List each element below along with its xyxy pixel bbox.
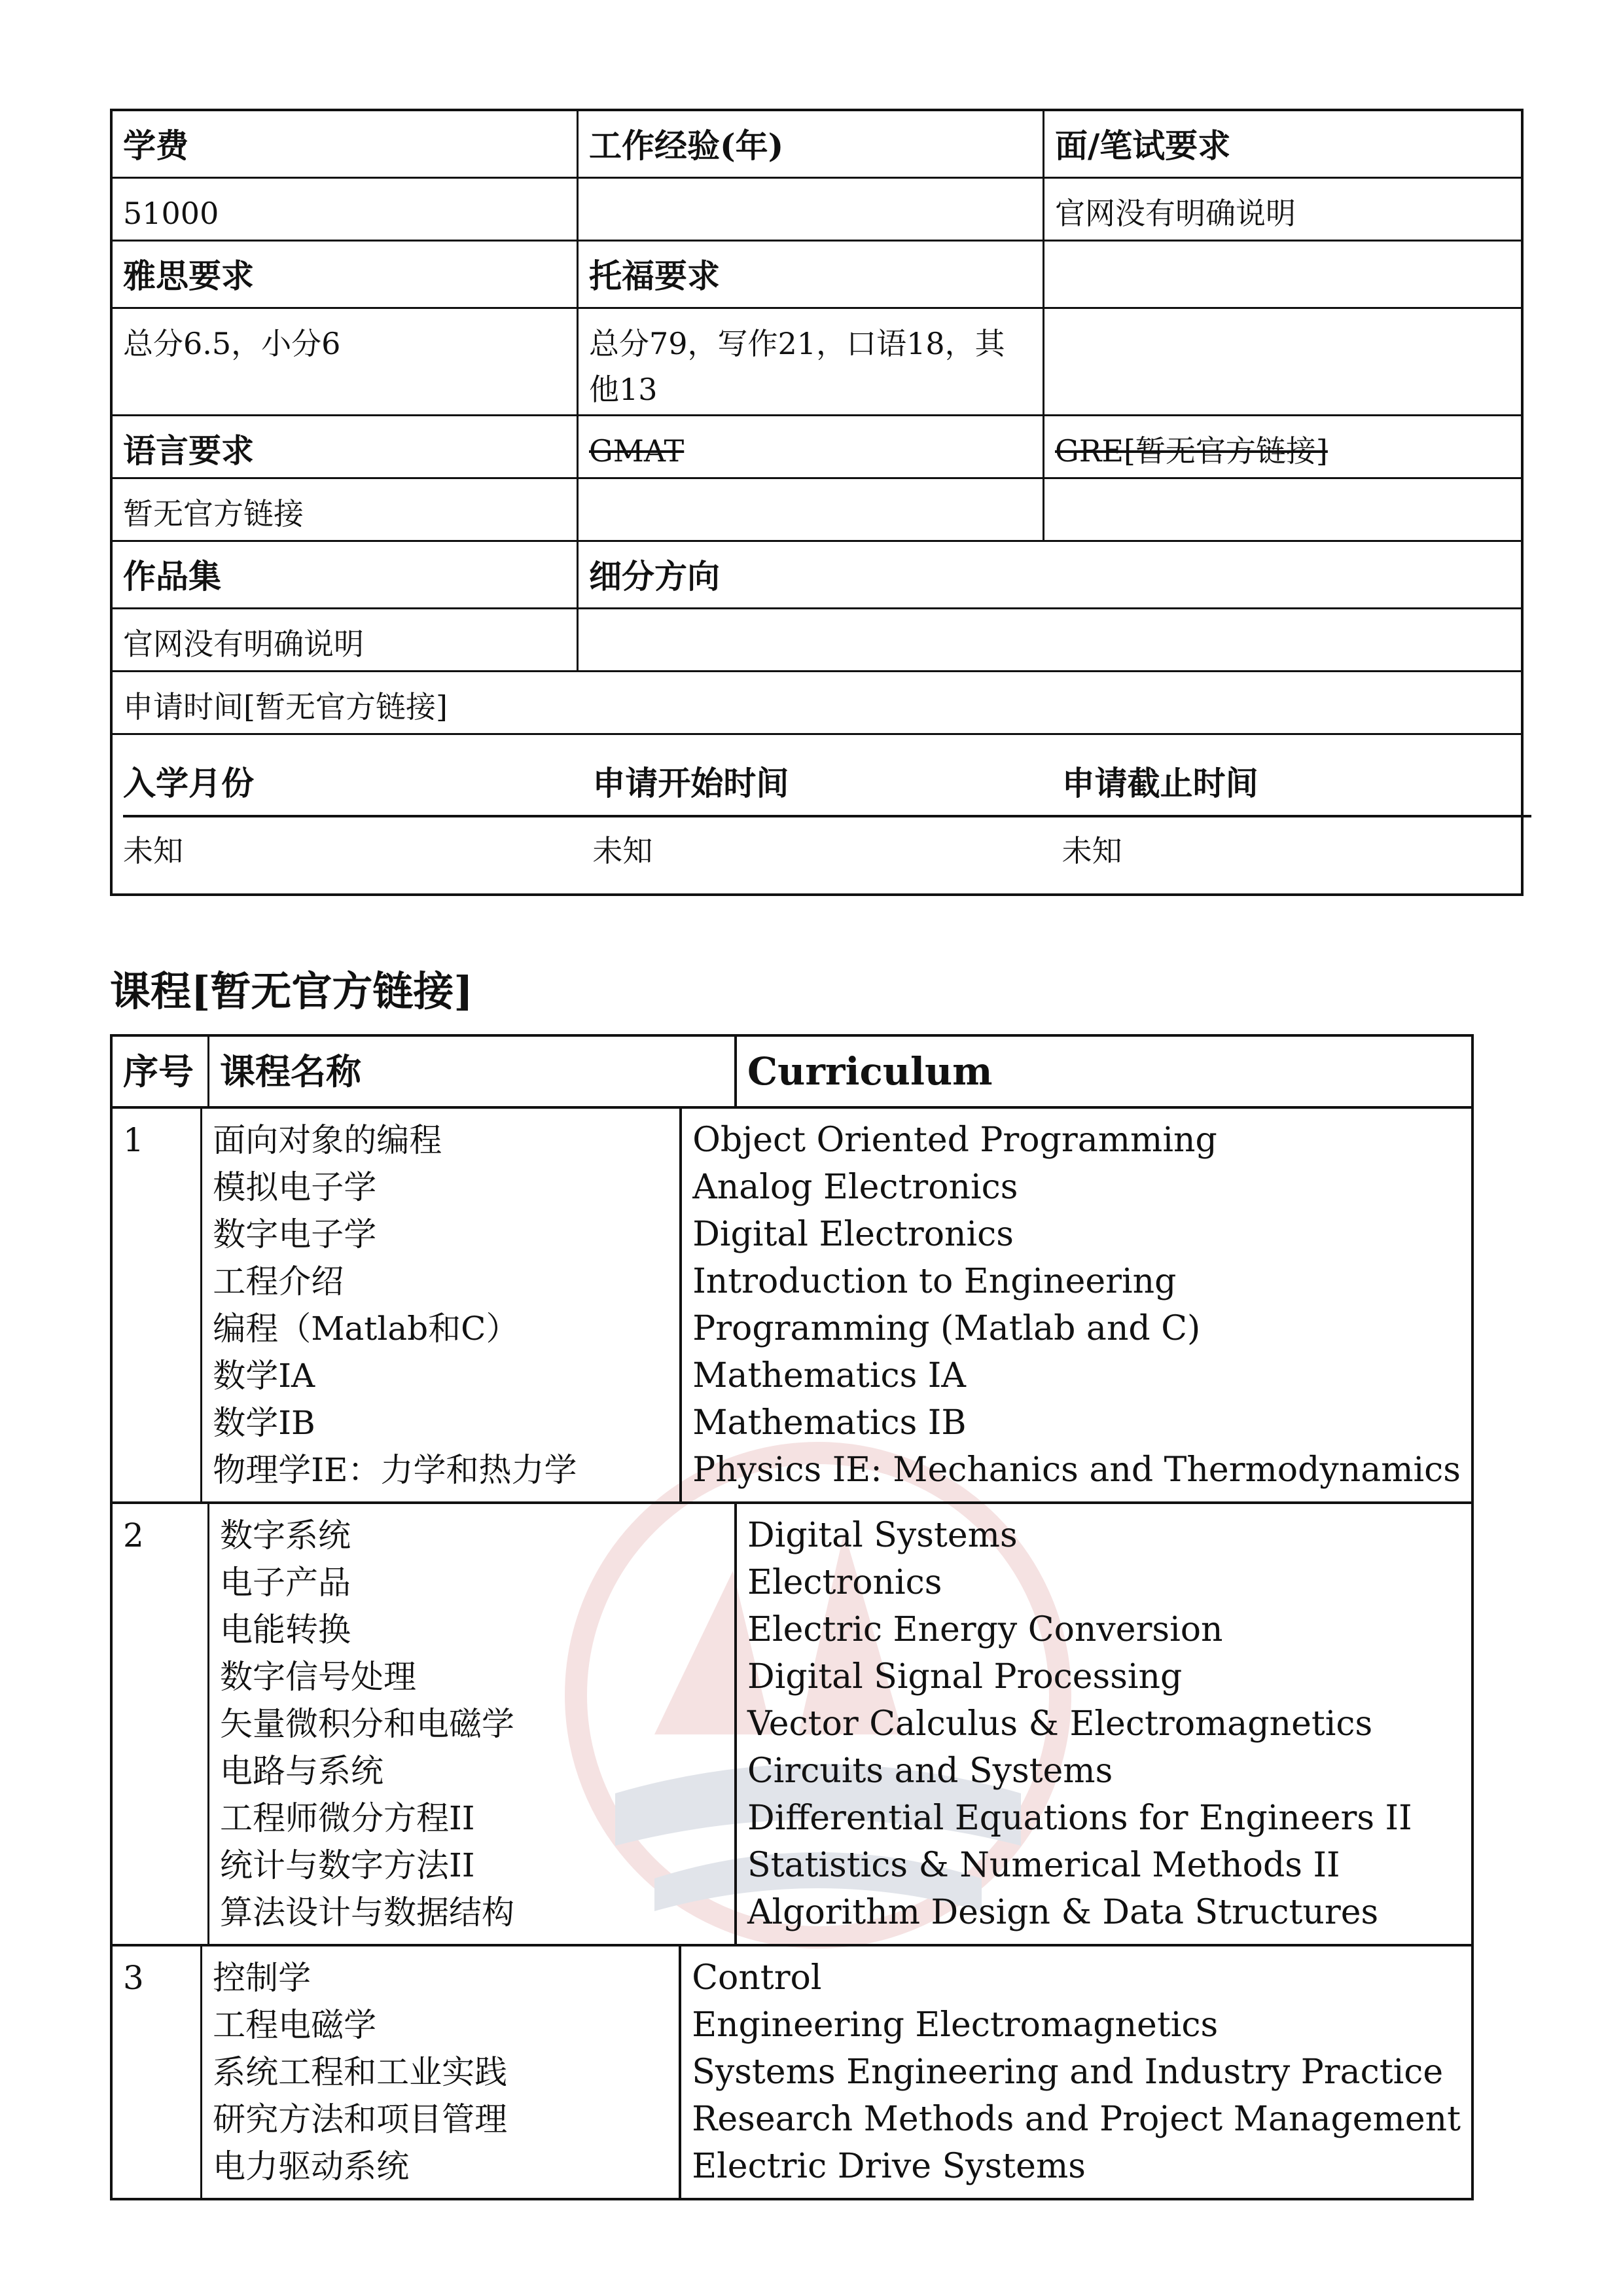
language-requirement-label: 语言要求	[113, 416, 579, 477]
course-cn: 统计与数字方法II	[220, 1846, 475, 1884]
course-names-cn	[202, 1109, 682, 1501]
course-en: Object Oriented Programming	[692, 1121, 1217, 1160]
course-group-row	[113, 1946, 1471, 2198]
course-en: Differential Equations for Engineers II	[747, 1799, 1412, 1838]
portfolio-label: 作品集	[113, 542, 579, 607]
application-start-value: 未知	[592, 833, 653, 869]
course-cn: 模拟电子学	[213, 1168, 377, 1206]
ielts-label: 雅思要求	[113, 242, 579, 307]
course-cn: 面向对象的编程	[213, 1121, 442, 1159]
course-en: Mathematics IB	[692, 1403, 967, 1443]
course-names-en	[737, 1504, 1471, 1944]
course-en: Algorithm Design & Data Structures	[747, 1893, 1379, 1932]
empty-cell	[1044, 242, 1521, 307]
course-cn: 工程介绍	[213, 1263, 344, 1300]
course-section-title: 课程[暂无官方链接]	[110, 967, 473, 1015]
course-en: Physics IE: Mechanics and Thermodynamics	[692, 1450, 1461, 1490]
course-en: Programming (Matlab and C)	[692, 1309, 1201, 1348]
work-experience-value	[579, 179, 1044, 240]
application-time-label: 申请时间[暂无官方链接]	[123, 689, 448, 725]
application-dates	[113, 735, 1542, 893]
empty-cell	[579, 479, 1044, 540]
header-num: 序号	[113, 1037, 209, 1106]
course-cn: 数学IB	[213, 1404, 315, 1442]
course-cn: 数字系统	[220, 1516, 351, 1554]
course-en: Electric Energy Conversion	[747, 1610, 1223, 1649]
course-cn: 研究方法和项目管理	[213, 2100, 508, 2138]
course-en: Circuits and Systems	[747, 1751, 1113, 1791]
course-en: Statistics & Numerical Methods II	[747, 1846, 1340, 1885]
curriculum-table	[110, 1034, 1474, 2200]
course-cn: 工程师微分方程II	[220, 1799, 475, 1837]
course-en: Mathematics IA	[692, 1356, 966, 1395]
course-group-row	[113, 1504, 1471, 1946]
tuition-label: 学费	[113, 111, 579, 177]
course-cn: 电能转换	[220, 1611, 351, 1649]
work-experience-label: 工作经验(年)	[579, 111, 1044, 177]
group-number: 1	[113, 1109, 202, 1501]
language-requirement-value: 暂无官方链接	[113, 479, 579, 540]
course-names-en	[681, 1946, 1471, 2198]
course-cn: 电子产品	[220, 1564, 351, 1602]
course-cn: 数字信号处理	[220, 1658, 416, 1696]
course-cn: 电力驱动系统	[213, 2147, 410, 2185]
course-cn: 算法设计与数据结构	[220, 1893, 514, 1931]
application-start-label: 申请开始时间	[592, 764, 789, 802]
course-cn: 控制学	[213, 1959, 312, 1997]
course-cn: 数字电子学	[213, 1215, 377, 1253]
ielts-value: 总分6.5，小分6	[113, 309, 579, 414]
subfield-value	[579, 609, 1521, 670]
course-en: Electronics	[747, 1563, 942, 1602]
gre-label: GRE[暂无官方链接]	[1055, 433, 1328, 469]
course-group-row	[113, 1109, 1471, 1504]
toefl-label: 托福要求	[579, 242, 1044, 307]
course-cn: 编程（Matlab和C）	[213, 1310, 519, 1348]
course-en: Digital Electronics	[692, 1215, 1014, 1254]
course-en: Digital Signal Processing	[747, 1657, 1183, 1696]
course-en: Electric Drive Systems	[692, 2147, 1086, 2186]
course-cn: 数学IA	[213, 1357, 315, 1395]
interview-requirement-value: 官网没有明确说明	[1055, 196, 1296, 231]
intake-month-label: 入学月份	[123, 764, 254, 802]
course-en: Vector Calculus & Electromagnetics	[747, 1704, 1373, 1744]
course-cn: 工程电磁学	[213, 2006, 377, 2044]
empty-cell	[1044, 309, 1521, 414]
course-names-cn	[209, 1504, 737, 1944]
course-en: Systems Engineering and Industry Practice	[692, 2053, 1444, 2092]
course-en: Control	[692, 1958, 822, 1998]
course-cn: 矢量微积分和电磁学	[220, 1705, 514, 1743]
course-en: Digital Systems	[747, 1516, 1018, 1555]
course-cn: 电路与系统	[220, 1752, 383, 1790]
empty-cell	[1044, 479, 1521, 540]
group-number: 3	[113, 1946, 202, 2198]
application-deadline-value: 未知	[1061, 833, 1122, 869]
application-deadline-label: 申请截止时间	[1061, 764, 1258, 802]
course-cn: 物理学IE：力学和热力学	[213, 1451, 577, 1489]
course-names-cn	[202, 1946, 681, 2198]
header-curriculum: Curriculum	[747, 1049, 993, 1094]
admission-info-table	[110, 109, 1524, 896]
course-cn: 系统工程和工业实践	[213, 2053, 508, 2091]
group-number: 2	[113, 1504, 209, 1944]
course-en: Engineering Electromagnetics	[692, 2005, 1219, 2045]
gmat-label: GMAT	[579, 416, 1044, 477]
course-en: Introduction to Engineering	[692, 1262, 1177, 1301]
header-course-name: 课程名称	[209, 1037, 737, 1106]
course-names-en	[682, 1109, 1471, 1501]
portfolio-value: 官网没有明确说明	[113, 609, 579, 670]
toefl-value: 总分79，写作21，口语18，其他13	[579, 309, 1044, 414]
tuition-value: 51000	[113, 179, 579, 240]
intake-month-value: 未知	[123, 833, 183, 869]
interview-requirement-label: 面/笔试要求	[1055, 126, 1231, 165]
course-en: Research Methods and Project Management	[692, 2100, 1461, 2139]
course-en: Analog Electronics	[692, 1168, 1018, 1207]
subfield-label: 细分方向	[589, 557, 720, 596]
